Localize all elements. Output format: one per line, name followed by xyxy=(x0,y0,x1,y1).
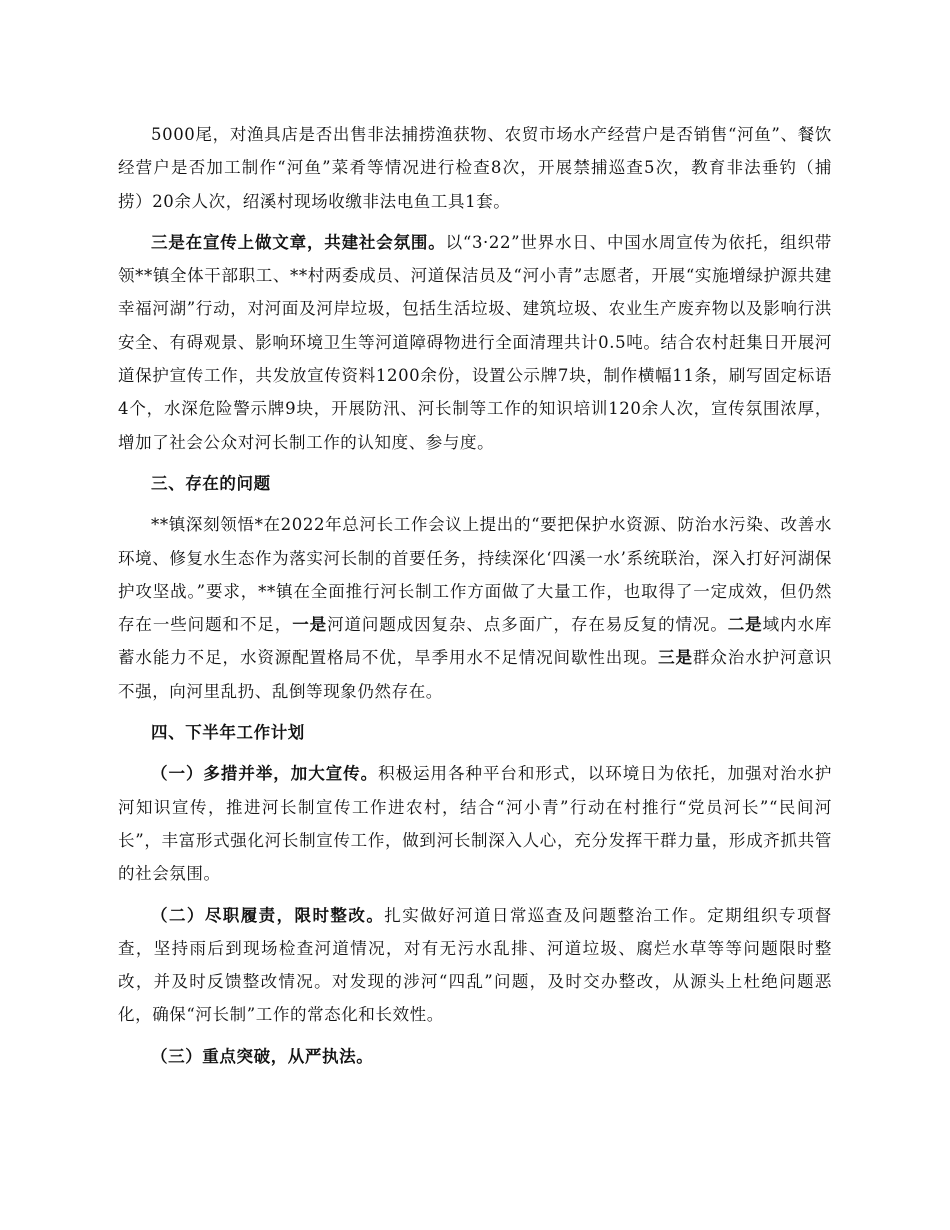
plan-lead-3: （三）重点突破，从严执法。 xyxy=(151,1046,374,1066)
plan-text-1: 积极运用各种平台和形式，以环境日为依托，加强对治水护河知识宣传，推进河长制宣传工作进农村，结合“河小青”行动在村推行“党员河长”“民间河长”，丰富形式强化河长制宣传工作，做到河长制深入人心，充分发挥干群力量，形成齐抓共管的社会氛围。 xyxy=(118,764,832,884)
section-heading-plan: 四、下半年工作计划 xyxy=(151,723,305,743)
paragraph-text: 5000尾，对渔具店是否出售非法捕捞渔获物、农贸市场水产经营户是否销售“河鱼”、餐饮经营户是否加工制作“河鱼”菜肴等情况进行检查8次，开展禁捕巡查5次，教育非法垂钓（捕捞）20余人次，绍溪村现场收缴非法电鱼工具1套。 xyxy=(118,125,832,211)
problem-text-3: 群众治水护河意识不强，向河里乱扔、乱倒等现象仍然存在。 xyxy=(118,648,832,701)
plan-text-2: 扎实做好河道日常巡查及问题整治工作。定期组织专项督查，坚持雨后到现场检查河道情况，对有无污水乱排、河道垃圾、腐烂水草等等问题限时整改，并及时反馈整改情况。对发现的涉河“四乱”问题，及时交办整改，从源头上杜绝问题恶化，确保“河长制”工作的常态化和长效性。 xyxy=(118,905,832,1025)
problem-lead-3: 三是 xyxy=(658,648,693,668)
paragraph-text: **镇深刻领悟*在2022年总河长工作会议上提出的“要把保护水资源、防治水污染、改善水环境、修复水生态作为落实河长制的首要任务，持续深化‘四溪一水’系统联治，深入打好河湖保护攻坚战。”要求，**镇在全面推行河长制工作方面做了大量工作，也取得了一定成效，但仍然存在一些问题和不足， xyxy=(118,515,832,635)
paragraph-problems xyxy=(118,508,832,708)
paragraph-plan-2 xyxy=(118,899,832,1032)
problem-text-1: 河道问题成因复杂、点多面广，存在易反复的情况。 xyxy=(327,615,728,635)
paragraph-fishing-inspection xyxy=(118,118,832,218)
problem-lead-1: 一是 xyxy=(292,615,328,635)
problem-lead-2: 二是 xyxy=(727,615,763,635)
paragraph-plan-3 xyxy=(118,1040,832,1073)
paragraph-lead: 三是在宣传上做文章，共建社会氛围。 xyxy=(151,232,446,252)
plan-lead-1: （一）多措并举，加大宣传。 xyxy=(151,764,379,784)
paragraph-text: 以“3·22”世界水日、中国水周宣传为依托，组织带领**镇全体干部职工、**村两委成员、河道保洁员及“河小青”志愿者，开展“实施增绿护源共建幸福河湖”行动，对河面及河岸垃圾，包括生活垃圾、建筑垃圾、农业生产废弃物以及影响行洪安全、有碍观景、影响环境卫生等河道障碍物进行全面清理共计0.5吨。结合农村赶集日开展河道保护宣传工作，共发放宣传资料1200余份，设置公示牌7块，制作横幅11条，刷写固定标语4个，水深危险警示牌9块，开展防汛、河长制等工作的知识培训120余人次，宣传氛围浓厚，增加了社会公众对河长制工作的认知度、参与度。 xyxy=(118,232,833,452)
problem-text-2: 域内水库蓄水能力不足，水资源配置格局不优，旱季用水不足情况间歇性出现。 xyxy=(118,615,832,668)
paragraph-plan-1 xyxy=(118,757,832,890)
plan-lead-2: （二）尽职履责，限时整改。 xyxy=(151,905,385,925)
section-heading-problems: 三、存在的问题 xyxy=(151,473,271,493)
paragraph-publicity xyxy=(118,226,832,459)
document-body xyxy=(118,118,832,1073)
